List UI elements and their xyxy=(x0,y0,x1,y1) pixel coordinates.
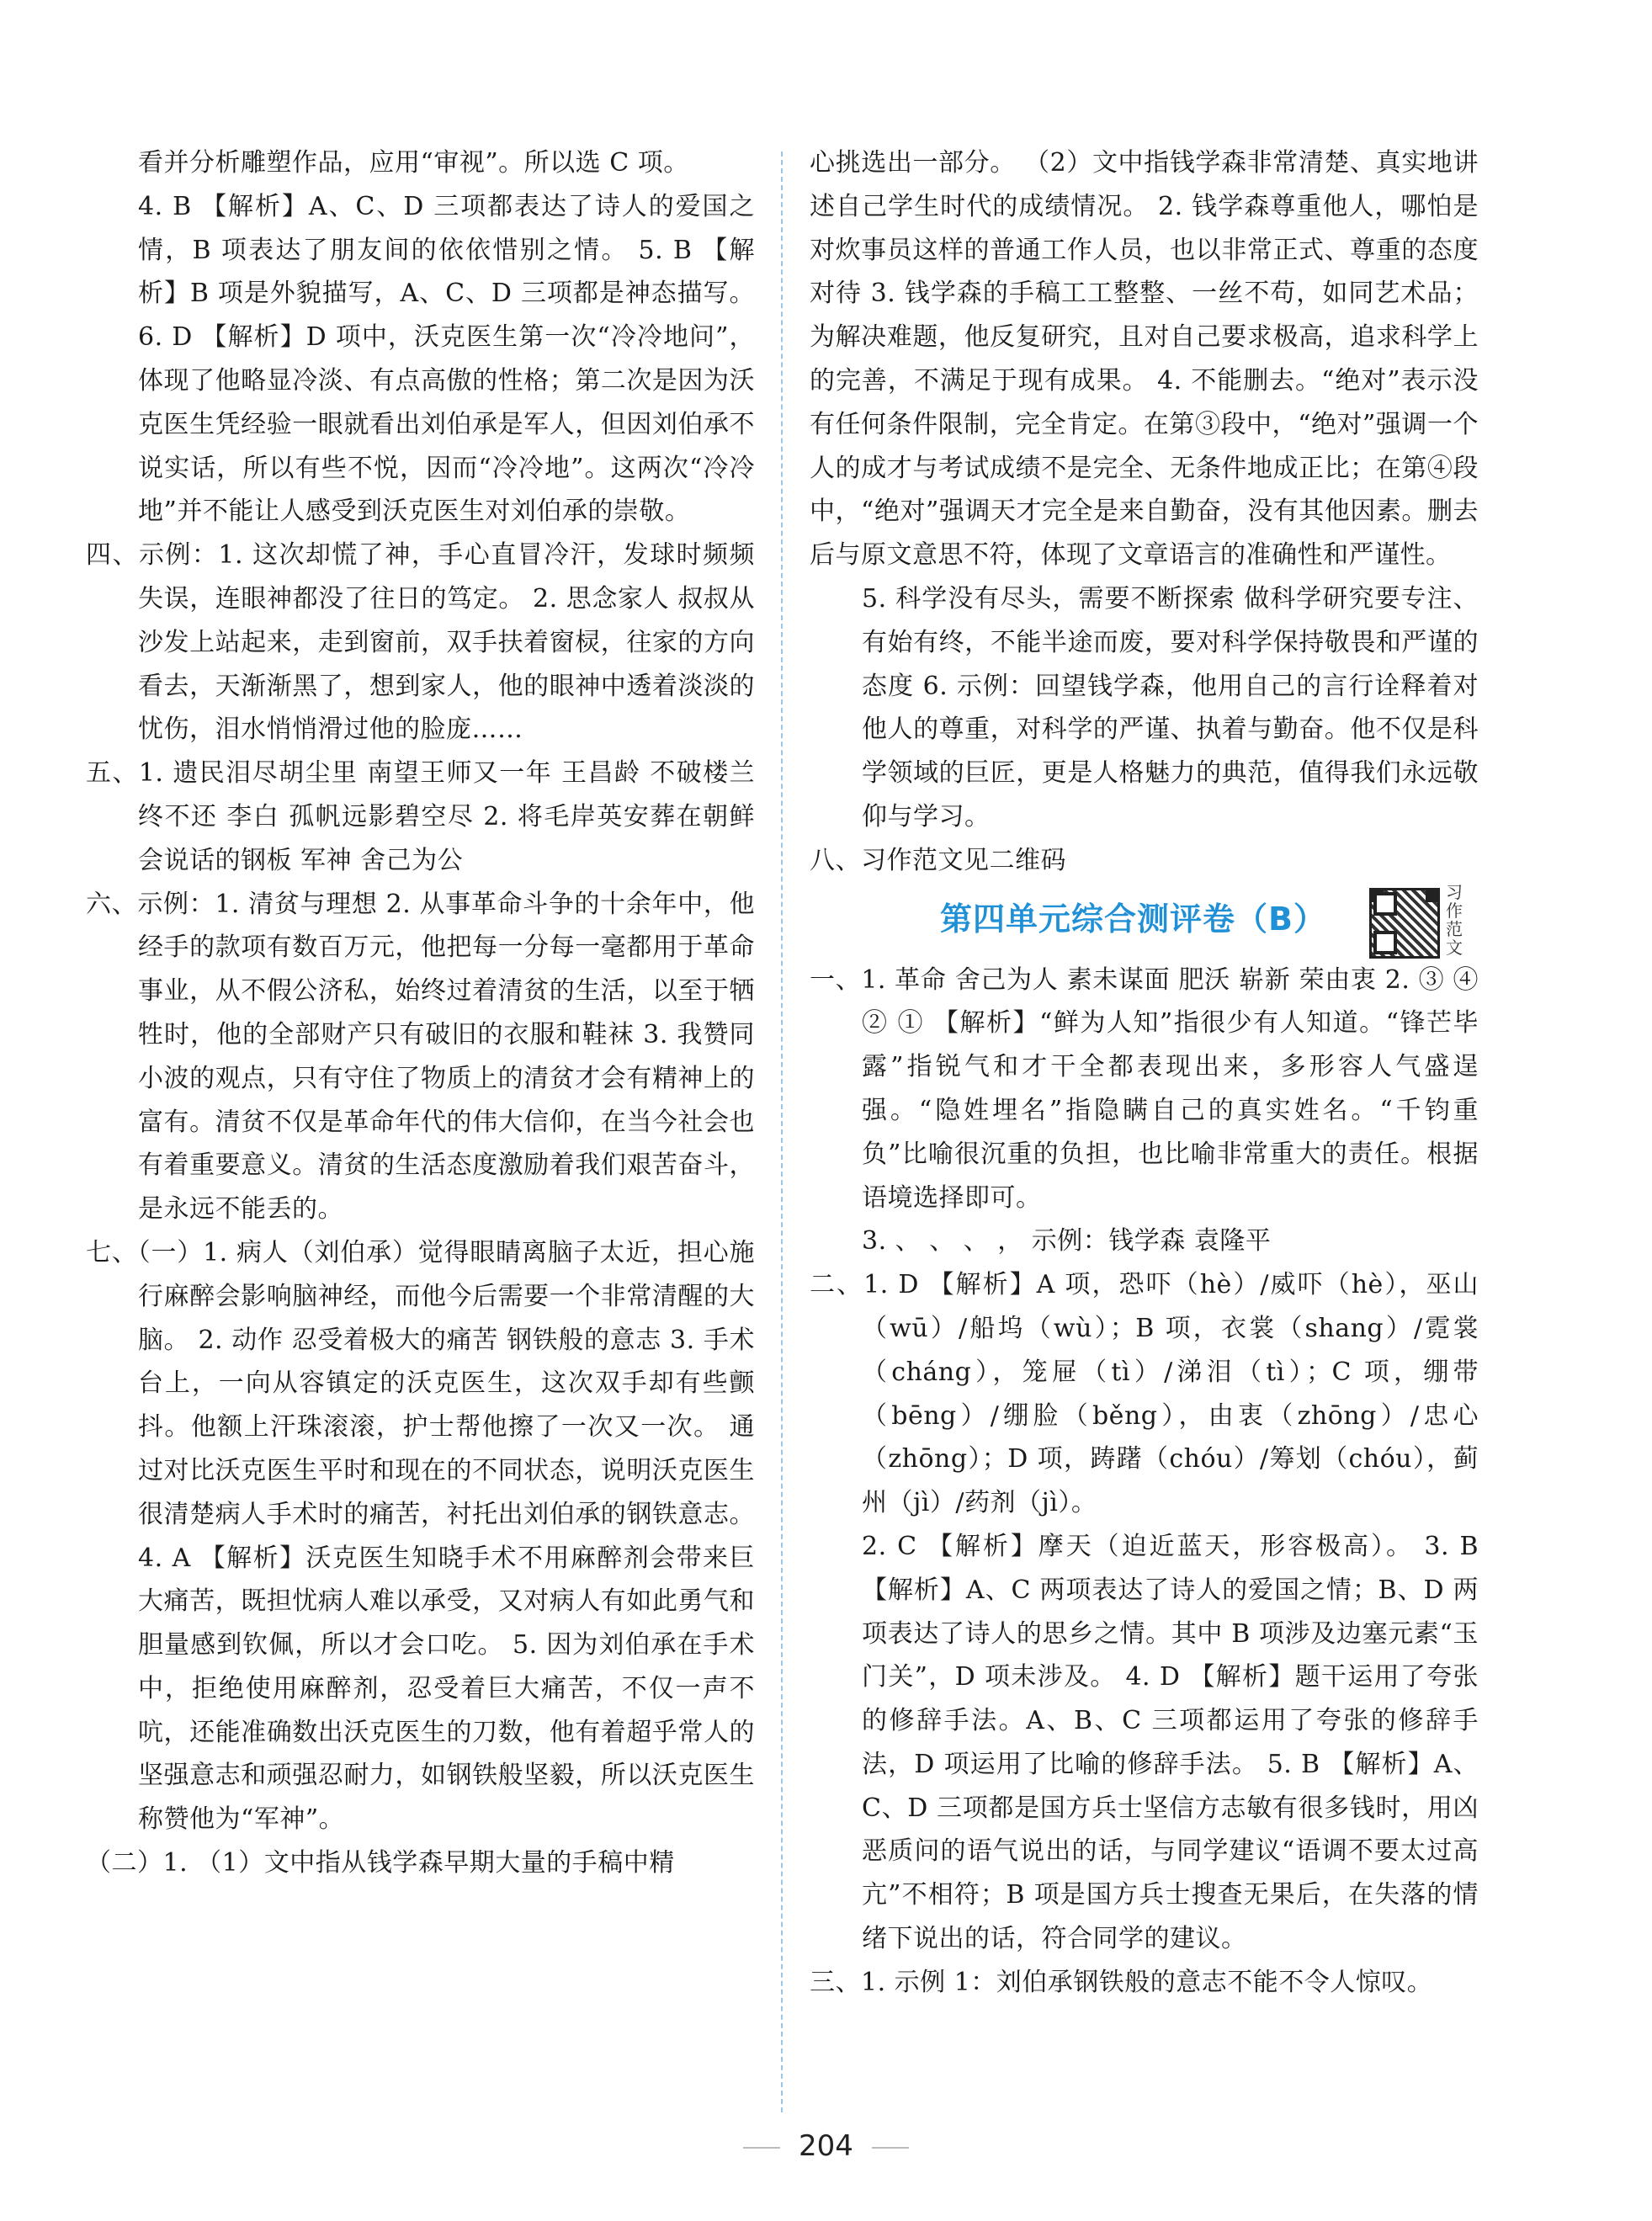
answer-section-1: 一、1. 革命 舍己为人 素未谋面 肥沃 崭新 荣由衷 2. ③ ④ ② ① 【解析】“鲜为人知”指很少有人知道。“锋芒毕露”指锐气和才干全都表现出来，多形容人气盛逞强。“隐姓埋名”指隐瞒自己的真实姓名。“千钧重负”比喻很沉重的负担，也比喻非常重大的责任。根据语境选择即可。 xyxy=(810,964,1479,1213)
section-title: 第四单元综合测评卷（B） xyxy=(940,900,1326,938)
answer-block: 5. 科学没有尽头，需要不断探索 做科学研究要专注、有始有终，不能半途而废，要对科学保持敬畏和严谨的态度 6. 示例：回望钱学森，他用自己的言行诠释着对他人的尊重，对科学的严谨、执着与勤奋。他不仅是科学领域的巨匠，更是人格魅力的典范，值得我们永远敬仰与学习。 xyxy=(862,583,1479,832)
answer-section-2: 二、1. D 【解析】A 项，恐吓（hè）/威吓（hè），巫山（wū）/船坞（wù）；B 项，衣裳（shang）/霓裳（cháng），笼屉（tì）/涕泪（tì）；C 项，绷带（bēng）/绷脸（běng），由衷（zhōng）/忠心（zhōng）；D 项，踌躇（chóu）/筹划（chóu），蓟州（jì）/药剂（jì）。 xyxy=(810,1270,1479,1518)
answer-block: 看并分析雕塑作品，应用“审视”。所以选 C 项。 xyxy=(138,148,689,178)
answer-section-3: 三、1. 示例 1：刘伯承钢铁般的意志不能不令人惊叹。 xyxy=(810,1967,1433,1997)
answer-block: 4. B 【解析】A、C、D 三项都表达了诗人的爱国之情，B 项表达了朋友间的依依惜别之情。 5. B 【解析】B 项是外貌描写，A、C、D 三项都是神态描写。 6. D 【解析】D 项中，沃克医生第一次“冷冷地问”，体现了他略显冷淡、有点高傲的性格；第二次是因为沃克医生凭经验一眼就看出刘伯承是军人，但因刘伯承不说实话，所以有些不悦，因而“冷冷地”。这两次“冷冷地”并不能让人感受到沃克医生对刘伯承的崇敬。 xyxy=(138,191,755,527)
answer-block: 2. C 【解析】摩天（迫近蓝天，形容极高）。 3. B 【解析】A、C 两项表达了诗人的爱国之情；B、D 两项表达了诗人的思乡之情。其中 B 项涉及边塞元素“玉门关”，D 项未涉及。 4. D 【解析】题干运用了夸张的修辞手法。A、B、C 三项都运用了夸张的修辞手法，D 项运用了比喻的修辞手法。 5. B 【解析】A、C、D 三项都是国方兵士坚信方志敏有很多钱时，用凶恶质问的语气说出的话，与同学建议“语调不要太过高亢”不相符；B 项是国方兵士搜查无果后，在失落的情绪下说出的话，符合同学的建议。 xyxy=(862,1531,1479,1954)
page-number-text: 204 xyxy=(799,2129,853,2163)
answer-block: 3. 、 、 、 ， 示例：钱学森 袁隆平 xyxy=(862,1226,1272,1257)
answer-section-8: 八、习作范文见二维码 xyxy=(810,845,1066,875)
right-column xyxy=(810,141,1479,2005)
section-header xyxy=(810,883,1479,959)
answer-section-6: 六、示例：1. 清贫与理想 2. 从事革命斗争的十余年中，他经手的款项有数百万元，他把每一分每一毫都用于革命事业，从不假公济私，始终过着清贫的生活，以至于牺牲时，他的全部财产只有破旧的衣服和鞋袜 3. 我赞同小波的观点，只有守住了物质上的清贫才会有精神上的富有。清贫不仅是革命年代的伟大信仰，在当今社会也有着重要意义。清贫的生活态度激励着我们艰苦奋斗，是永远不能丢的。 xyxy=(86,889,755,1225)
qr-label: 习作范文 xyxy=(1446,881,1463,958)
answer-section-5: 五、1. 遗民泪尽胡尘里 南望王师又一年 王昌龄 不破楼兰终不还 李白 孤帆远影碧空尽 2. 将毛岸英安葬在朝鲜 会说话的钢板 军神 舍己为公 xyxy=(86,758,755,875)
answer-section-4: 四、示例：1. 这次却慌了神，手心直冒冷汗，发球时频频失误，连眼神都没了往日的笃定。 2. 思念家人 叔叔从沙发上站起来，走到窗前，双手扶着窗棂，往家的方向看去，天渐渐黑了，想到家人，他的眼神中透着淡淡的忧伤，泪水悄悄滑过他的脸庞…… xyxy=(86,540,755,745)
column-divider xyxy=(781,151,783,2112)
left-column xyxy=(86,141,755,1885)
answer-block: 心挑选出一部分。 （2）文中指钱学森非常清楚、真实地讲述自己学生时代的成绩情况。 2. 钱学森尊重他人，哪怕是对炊事员这样的普通工作人员，也以非常正式、尊重的态度对待 3. 钱学森的手稿工工整整、一丝不苟，如同艺术品；为解决难题，他反复研究，且对自己要求极高，追求科学上的完善，不满足于现有成果。 4. 不能删去。“绝对”表示没有任何条件限制，完全肯定。在第③段中，“绝对”强调一个人的成才与考试成绩不是完全、无条件地成正比；在第④段中，“绝对”强调天才完全是来自勤奋，没有其他因素。删去后与原文意思不符，体现了文章语言的准确性和严谨性。 xyxy=(810,148,1479,571)
answer-section-7: 七、（一）1. 病人（刘伯承）觉得眼睛离脑子太近，担心施行麻醉会影响脑神经，而他今后需要一个非常清醒的大脑。 2. 动作 忍受着极大的痛苦 钢铁般的意志 3. 手术台上，一向从容镇定的沃克医生，这次双手却有些颤抖。他额上汗珠滚滚，护士帮他擦了一次又一次。 通过对比沃克医生平时和现在的不同状态，说明沃克医生很清楚病人手术时的痛苦，衬托出刘伯承的钢铁意志。 4. A 【解析】沃克医生知晓手术不用麻醉剂会带来巨大痛苦，既担忧病人难以承受，又对病人有如此勇气和胆量感到钦佩，所以才会口吃。 5. 因为刘伯承在手术中，拒绝使用麻醉剂，忍受着巨大痛苦，不仅一声不吭，还能准确数出沃克医生的刀数，他有着超乎常人的坚强意志和顽强忍耐力，如钢铁般坚毅，所以沃克医生称赞他为“军神”。 xyxy=(86,1237,755,1835)
page-number xyxy=(0,2129,1652,2163)
answer-block: （二）1. （1）文中指从钱学森早期大量的手稿中精 xyxy=(86,1848,675,1878)
qr-code-icon[interactable] xyxy=(1369,888,1440,959)
